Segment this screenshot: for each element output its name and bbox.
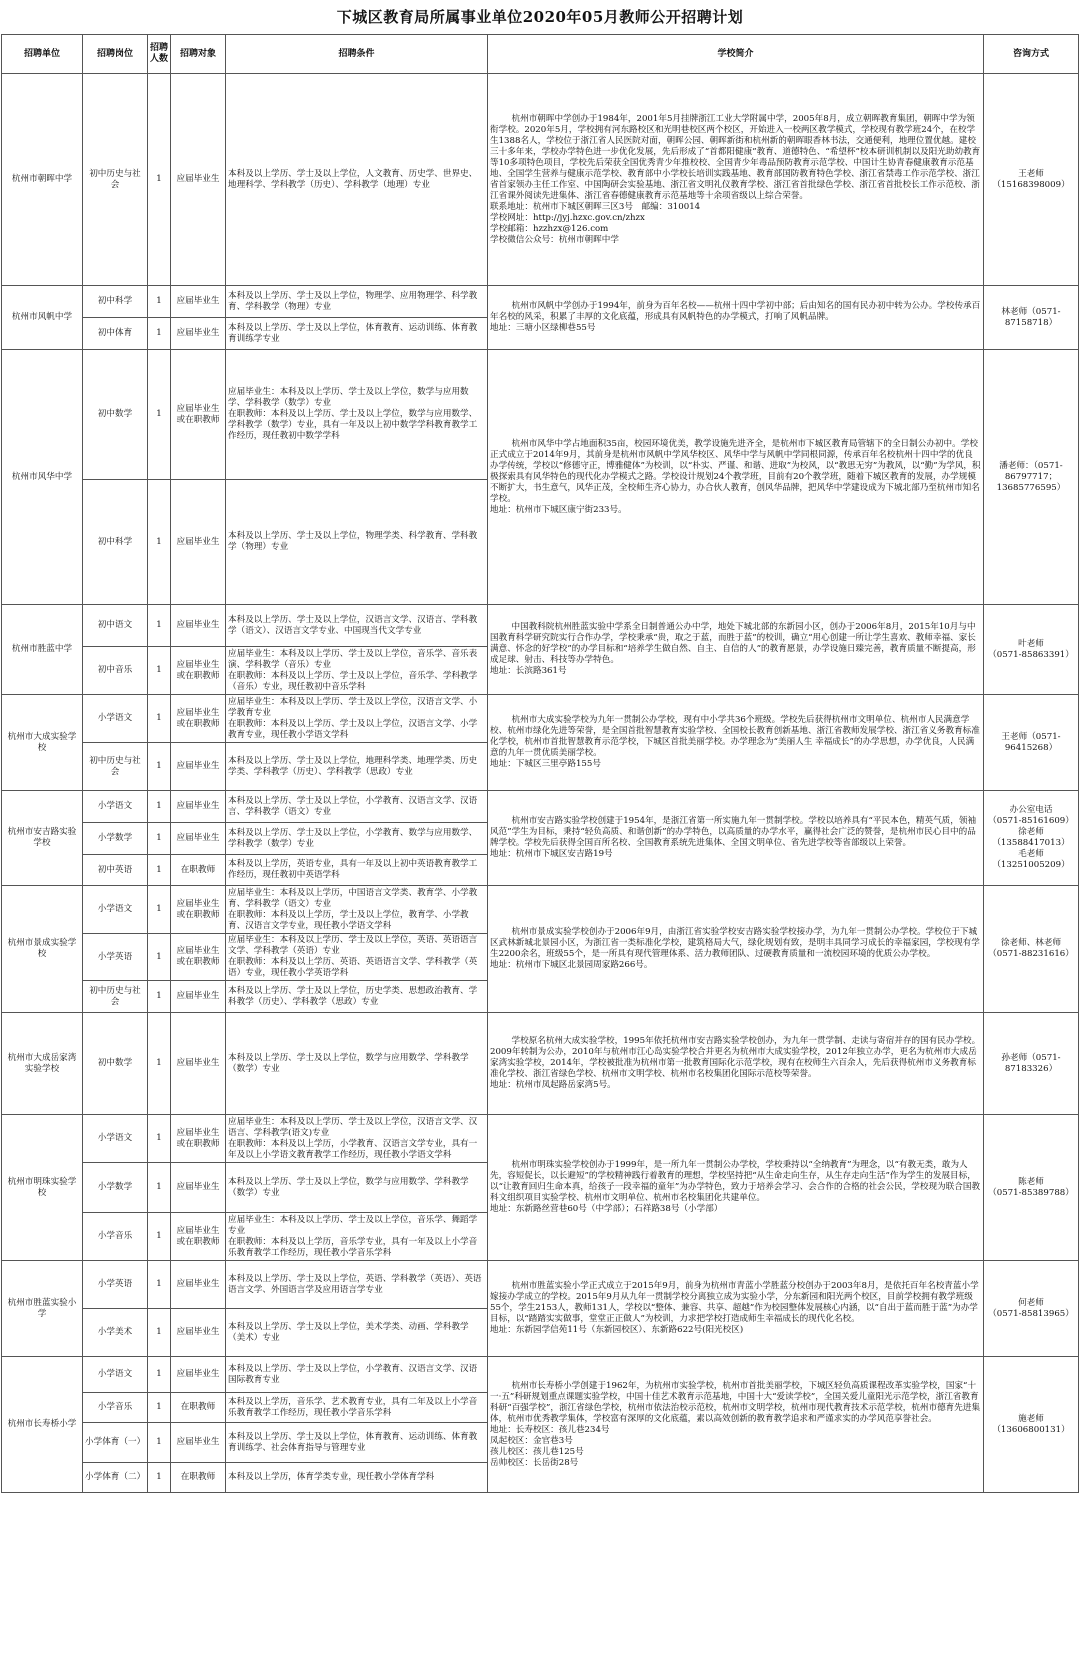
- table-row: [2, 1261, 1079, 1309]
- post-target: 应届毕业生或在职教师: [171, 934, 226, 981]
- contact-line: 办公室电话: [1009, 805, 1053, 815]
- header-contact: 咨询方式: [984, 35, 1079, 74]
- requirement-line: 在职教师：本科及以上学历，音乐学专业，具有一年及以上小学音乐教育教学工作经历，现任教小学音乐学科: [228, 1236, 478, 1258]
- post-name: 初中科学: [83, 286, 148, 318]
- post-requirements: [226, 1163, 488, 1213]
- post-count: 1: [148, 791, 171, 823]
- requirement-line: 本科及以上学历、学士及以上学位，体育教育、运动训练、体育教育训练学专业: [228, 322, 478, 344]
- post-requirements: [226, 791, 488, 823]
- post-target: 应届毕业生: [171, 1261, 226, 1309]
- requirement-line: 在职教师：本科及以上学历、学士及以上学位，汉语言文学、小学教育专业，现任教小学语文学科: [228, 718, 478, 740]
- post-target: 应届毕业生: [171, 286, 226, 318]
- post-count: 1: [148, 350, 171, 480]
- contact-line: （0571-85389788）: [988, 1187, 1074, 1198]
- post-name: 初中体育: [83, 318, 148, 350]
- intro-paragraph: 杭州市风帆中学创办于1994年，前身为百年名校——杭州十四中学初中部；后由知名的国有民办初中转为公办。学校传承百年名校的风采，积累了丰厚的文化底蕴，形成具有风帆特色的办学模式，打响了风帆品牌。: [490, 301, 981, 322]
- school-name: 杭州市景成实验学校: [2, 886, 83, 1013]
- school-intro: [488, 286, 984, 350]
- intro-detail-line: 地址：杭州市凤起路岳家湾5号。: [490, 1080, 616, 1090]
- post-count: 1: [148, 1463, 171, 1493]
- post-requirements: [226, 981, 488, 1013]
- school-intro: [488, 74, 984, 286]
- table-row: [2, 1013, 1079, 1115]
- school-intro: [488, 886, 984, 1013]
- school-intro: [488, 791, 984, 886]
- table-row: [2, 1115, 1079, 1163]
- post-name: 初中历史与社会: [83, 981, 148, 1013]
- requirement-line: 本科及以上学历、学士及以上学位，体育教育、运动训练、体育教育训练学、社会体育指导与管理专业: [228, 1431, 478, 1453]
- intro-paragraph: 杭州市胜蓝实验小学正式成立于2015年9月，前身为杭州市青蓝小学胜蓝分校创办于2003年8月，是依托百年名校青蓝小学嫁接办学成立的学校。2015年9月从九年一贯制学校分离独立成为实验小学，分东新园和阳光两个校区，目前学校拥有教学班级55个，学生2153人，教师131人，学校以“整体、兼容、共享、超越”作为校园整体发展核心内涵，以“自出于蓝而胜于蓝”为办学目标，以“踏踏实实做事，堂堂正正做人”为校训，力求把学校打造成师生幸福成长的现代化名校。: [490, 1281, 979, 1324]
- intro-paragraph: 学校原名杭州大成实验学校，1995年依托杭州市安吉路实验学校创办，为九年一贯学制、走读与寄宿并存的国有民办学校。2009年转制为公办，2010年与杭州市江心岛实验学校合并更名为杭州市大成实验学校，2012年独立办学，更名为杭州市大成岳家湾实验学校，2014年，学校被批准为杭州市第一批教育国际化示范学校，现有在校师生六百余人，先后获得杭州市义务教育标准化学校、浙江省绿色学校、杭州市文明学校、杭州市名校集团化国际示范校等荣誉。: [490, 1036, 981, 1079]
- requirement-line: 在职教师：本科及以上学历，小学教育、汉语言文学专业，具有一年及以上小学语文教育教学工作经历，现任教小学语文学科: [228, 1138, 478, 1160]
- post-name: 小学语文: [83, 695, 148, 743]
- post-name: 初中数学: [83, 1013, 148, 1115]
- contact-line: 陈老师: [1018, 1176, 1044, 1187]
- post-name: 小学体育（一）: [83, 1423, 148, 1463]
- intro-detail-line: 学校邮箱：hzzhzx@126.com: [490, 223, 609, 234]
- contact-line: （13588417013）: [992, 838, 1070, 848]
- requirement-line: 本科及以上学历，音乐学、艺术教育专业，具有二年及以上小学音乐教育教学工作经历，现任教小学音乐学科: [228, 1396, 478, 1418]
- post-name: 初中音乐: [83, 647, 148, 695]
- page-title: 下城区教育局所属事业单位2020年05月教师公开招聘计划: [336, 8, 744, 26]
- requirement-line: 在职教师：本科及以上学历、学士及以上学位，音乐学、学科教学（音乐）专业，现任教初中音乐学科: [228, 670, 478, 692]
- post-requirements: [226, 318, 488, 350]
- post-name: 小学美术: [83, 1309, 148, 1357]
- post-target: 应届毕业生: [171, 823, 226, 855]
- post-count: 1: [148, 605, 171, 647]
- post-name: 初中英语: [83, 855, 148, 886]
- requirement-line: 在职教师：本科及以上学历、英语、英语语言文学、学科教学（英语）专业，现任教小学英语学科: [228, 957, 478, 978]
- contact-info: [984, 886, 1079, 1013]
- post-name: 小学英语: [83, 1261, 148, 1309]
- school-name: 杭州市大成实验学校: [2, 695, 83, 791]
- requirement-line: 本科及以上学历、学士及以上学位，人文教育、历史学、世界史、地理科学、学科教学（历史）、学科教学（地理）专业: [228, 168, 478, 190]
- school-intro: [488, 1357, 984, 1493]
- post-name: 小学语文: [83, 1115, 148, 1163]
- intro-detail-line: 地址：三塘小区绿柳巷55号: [490, 323, 596, 333]
- post-target: 应届毕业生或在职教师: [171, 647, 226, 695]
- requirement-line: 本科及以上学历、学士及以上学位，汉语言文学、汉语言、学科教学（语文）、汉语言文学专业、中国现当代文学专业: [228, 614, 478, 636]
- requirement-line: 本科及以上学历、学士及以上学位，小学教育、汉语言文学、汉语国际教育专业: [228, 1363, 478, 1385]
- post-count: 1: [148, 981, 171, 1013]
- post-target: 应届毕业生: [171, 1163, 226, 1213]
- requirement-line: 本科及以上学历、学士及以上学位，英语、学科教学（英语）、英语语言文学、外国语言学及应用语言学专业: [228, 1273, 482, 1295]
- intro-paragraph: 杭州市大成实验学校为九年一贯制公办学校，现有中小学共36个班级。学校先后获得杭州市文明单位、杭州市人民满意学校、杭州市绿化先进等荣誉，是全国首批智慧教育实验学校、全国校长教育创新基地、浙江省教师发展学校、浙江省义务教育标准化学校，杭州市首批智慧教育示范学校，下城区首批美丽学校。办学理念为“美丽人生 幸福成长”的办学思想，办学优良，人民满意的九年一贯优质美丽学校。: [490, 715, 980, 758]
- contact-info: [984, 74, 1079, 286]
- school-intro: [488, 605, 984, 695]
- post-target: 应届毕业生: [171, 74, 226, 286]
- contact-line: （15168398009）: [992, 179, 1070, 190]
- post-requirements: [226, 886, 488, 934]
- intro-detail-line: 地址：下城区三里亭路155号: [490, 759, 601, 769]
- post-count: 1: [148, 74, 171, 286]
- post-name: 初中语文: [83, 605, 148, 647]
- contact-line: 孙老师（0571-87183326）: [1001, 1052, 1061, 1074]
- contact-info: [984, 286, 1079, 350]
- school-name: 杭州市大成岳家湾实验学校: [2, 1013, 83, 1115]
- contact-line: （0571-85161609）: [988, 816, 1074, 826]
- contact-info: [984, 350, 1079, 605]
- intro-detail-line: 地址：杭州市下城区北景园周家路266号。: [490, 960, 653, 970]
- post-target: 应届毕业生: [171, 743, 226, 791]
- intro-detail-line: 地址：长寿校区：孩儿巷234号: [490, 1424, 610, 1435]
- post-requirements: [226, 350, 488, 480]
- post-count: 1: [148, 855, 171, 886]
- post-requirements: [226, 1309, 488, 1357]
- school-name: 杭州市胜蓝中学: [2, 605, 83, 695]
- post-requirements: [226, 855, 488, 886]
- intro-paragraph: 中国教科院杭州胜蓝实验中学系全日制普通公办中学，地处下城北部的东新园小区，创办于2006年8月，2015年10月与中国教育科学研究院实行合作办学，学校秉承“贵，取之于蓝，而胜于蓝”的校训，确立“用心创建一所让学生喜欢、教师幸福、家长满意、怀念的好学校”的办学目标和“培养学生做自然、自主、自信的人”的教育愿景，办学设施日臻完善，教育质量不断提高，形成足球、射击、科技等办学特色。: [490, 622, 976, 665]
- contact-info: [984, 1261, 1079, 1357]
- contact-line: 施老师: [1018, 1413, 1044, 1424]
- post-target: 应届毕业生: [171, 791, 226, 823]
- requirement-line: 在职教师：本科及以上学历、学士及以上学位，数学与应用数学、学科教学（数学）专业，具有一年及以上初中数学学科教育教学工作经历，现任教初中数学学科: [228, 409, 478, 441]
- school-name: 杭州市长寿桥小学: [2, 1357, 83, 1493]
- intro-detail-line: 地址：长滨路361号: [490, 666, 567, 676]
- post-name: 小学语文: [83, 791, 148, 823]
- requirement-line: 本科及以上学历、学士及以上学位，美术学类、动画、学科教学（美术）专业: [228, 1321, 469, 1343]
- contact-line: （13251005209）: [992, 860, 1070, 870]
- post-target: 应届毕业生或在职教师: [171, 1115, 226, 1163]
- requirement-line: 应届毕业生：本科及以上学历、学士及以上学位，音乐学、舞蹈学专业: [228, 1214, 478, 1236]
- post-requirements: [226, 1393, 488, 1423]
- contact-line: （13606800131）: [992, 1424, 1070, 1435]
- requirement-line: 应届毕业生：本科及以上学历、学士及以上学位，汉语言文学、汉语言、学科教学(语文)专业: [228, 1116, 478, 1138]
- post-count: 1: [148, 286, 171, 318]
- contact-info: [984, 695, 1079, 791]
- post-target: 应届毕业生: [171, 1357, 226, 1393]
- contact-info: [984, 791, 1079, 886]
- requirement-line: 本科及以上学历、学士及以上学位，小学教育、汉语言文学、汉语言、学科教学（语文）专业: [228, 795, 478, 817]
- intro-paragraph: 杭州市安吉路实验学校创建于1954年，是浙江省第一所实施九年一贯制学校。学校以培养具有“平民本色，精英气质，领袖风范”学生为目标，秉持“轻负高质、和谐创新”的办学特色，以高质量的办学水平，赢得社会广泛的赞誉，是杭州市民心目中的品牌学校。学校先后获得全国百所名校、全国教育系统先进集体、全国文明单位、省先进学校等省部级以上荣誉。: [490, 816, 977, 848]
- intro-detail-line: 地址：东新路丝营巷60号（中学部）；石祥路38号（小学部）: [490, 1204, 723, 1214]
- school-intro: [488, 1261, 984, 1357]
- post-count: 1: [148, 480, 171, 605]
- post-requirements: [226, 1463, 488, 1493]
- table-row: [2, 886, 1079, 934]
- contact-line: 徐老师: [1018, 827, 1044, 837]
- requirement-line: 本科及以上学历，体育学类专业，现任教小学体育学科: [228, 1472, 435, 1482]
- requirement-line: 在职教师：本科及以上学历，学士及以上学位，教育学、小学教育、汉语言文学专业，现任教小学语文学科: [228, 909, 469, 931]
- post-name: 初中历史与社会: [83, 743, 148, 791]
- post-name: 小学体育（二）: [83, 1463, 148, 1493]
- post-name: 小学数学: [83, 823, 148, 855]
- table-row: [2, 695, 1079, 743]
- contact-line: 徐老师、林老师（0571-88231616）: [988, 938, 1074, 959]
- post-requirements: [226, 286, 488, 318]
- school-name: 杭州市朝晖中学: [2, 74, 83, 286]
- requirement-line: 本科及以上学历、学士及以上学位，数学与应用数学、学科教学（数学）专业: [228, 1176, 469, 1198]
- post-name: 小学语文: [83, 886, 148, 934]
- post-target: 应届毕业生: [171, 1013, 226, 1115]
- post-requirements: [226, 1357, 488, 1393]
- post-name: 初中数学: [83, 350, 148, 480]
- post-requirements: [226, 1115, 488, 1163]
- post-requirements: [226, 480, 488, 605]
- intro-detail-line: 学校微信公众号：杭州市朝晖中学: [490, 234, 619, 245]
- table-row: [2, 350, 1079, 480]
- school-name: 杭州市明珠实验学校: [2, 1115, 83, 1261]
- post-requirements: [226, 695, 488, 743]
- contact-line: （0571-85863391）: [988, 649, 1074, 660]
- requirement-line: 应届毕业生：本科及以上学历、学士及以上学位，英语、英语语言文学、学科教学（英语）专业: [228, 935, 478, 956]
- school-name: 杭州市风华中学: [2, 350, 83, 605]
- post-requirements: [226, 934, 488, 981]
- post-target: 应届毕业生或在职教师: [171, 350, 226, 480]
- post-requirements: [226, 743, 488, 791]
- post-count: 1: [148, 823, 171, 855]
- intro-detail-line: 岳帅校区：长岳街28号: [490, 1457, 579, 1468]
- post-count: 1: [148, 934, 171, 981]
- school-name: 杭州市安吉路实验学校: [2, 791, 83, 886]
- post-name: 初中历史与社会: [83, 74, 148, 286]
- requirement-line: 应届毕业生：本科及以上学历、学士及以上学位，音乐学、音乐表演、学科教学（音乐）专业: [228, 648, 478, 670]
- table-body: [2, 74, 1079, 1493]
- post-count: 1: [148, 318, 171, 350]
- contact-line: 王老师（0571-96415268）: [1001, 731, 1061, 753]
- contact-line: 叶老师: [1018, 638, 1044, 649]
- post-name: 小学音乐: [83, 1393, 148, 1423]
- intro-paragraph: 杭州市景成实验学校创办于2006年9月，由浙江省实验学校安吉路实验学校接办学，为九年一贯制公办学校。学校位于下城区武林新城北景园小区，为浙江省一类标准化学校，建筑格局大气，绿化规划有致，是明丰具同学习成长的幸福家园，学校现有学生2200余名，班级55个，是一所具有现代管理体系、活力教师团队、过硬教育质量和一流校园环境的优质公办学校。: [490, 927, 980, 959]
- post-count: 1: [148, 1357, 171, 1393]
- post-requirements: [226, 605, 488, 647]
- contact-line: 林老师（0571-87158718）: [1001, 306, 1061, 328]
- intro-paragraph: 杭州市明珠实验学校创办于1999年，是一所九年一贯制公办学校，学校秉持以“全纳教育”为理念，以“有教无类，敢为人先，容短促长，以长避短”的学校精神践行着教育的理想，学校坚持把“从生命走向生存，从生存走向生活”作为学生的发展目标，以“让教育回归生命本真，给孩子一段幸福的童年”为办学特色，致力于培养会学习、会合作的合格的社会公民，学校现为联合国教科文组织项目实验学校、杭州市文明单位、杭州市名校集团化共建单位。: [490, 1160, 981, 1203]
- post-requirements: [226, 1213, 488, 1261]
- requirement-line: 应届毕业生：本科及以上学历、学士及以上学位，数学与应用数学、学科教学（数学）专业: [228, 387, 469, 408]
- intro-detail-line: 地址：杭州市下城区康宁街233号。: [490, 504, 627, 515]
- contact-line: 毛老师: [1018, 849, 1044, 859]
- post-requirements: [226, 1261, 488, 1309]
- contact-info: [984, 1115, 1079, 1261]
- requirement-line: 应届毕业生：本科及以上学历、学士及以上学位，汉语言文学、小学教育专业: [228, 696, 478, 718]
- table-row: [2, 605, 1079, 647]
- header-count: 招聘人数: [148, 35, 171, 74]
- intro-detail-line: 地址：杭州市下城区安吉路19号: [490, 849, 613, 859]
- post-count: 1: [148, 1013, 171, 1115]
- header-unit: 招聘单位: [2, 35, 83, 74]
- post-count: 1: [148, 1213, 171, 1261]
- header-intro: 学校简介: [488, 35, 984, 74]
- post-count: 1: [148, 1309, 171, 1357]
- post-count: 1: [148, 647, 171, 695]
- table-row: [2, 286, 1079, 318]
- requirement-line: 本科及以上学历、学士及以上学位，地理科学类、地理学类、历史学类、学科教学（历史）、学科教学（思政）专业: [228, 755, 478, 777]
- post-count: 1: [148, 743, 171, 791]
- school-intro: [488, 350, 984, 605]
- contact-line: 王老师: [1018, 168, 1044, 179]
- intro-paragraph: 杭州市长寿桥小学创建于1962年，为杭州市实验学校，杭州市首批美丽学校，下城区轻负高质课程改革实验学校，国家“十一·五”科研规划重点课题实验学校，中国十佳艺术教育示范基地，中国十大“爱读学校”，全国关爱儿童阳光示范学校，浙江省教育科研“百强学校”，浙江省绿色学校，杭州市依法治校示范校，杭州市文明学校，杭州市现代教育技术示范学校，杭州市德育先进集体，杭州市优秀教学集体，学校富有深厚的文化底蕴，素以高效创新的教育教学追求和严谨求实的办学风范享誉社会。: [490, 1380, 981, 1424]
- post-count: 1: [148, 695, 171, 743]
- post-target: 在职教师: [171, 855, 226, 886]
- post-target: 应届毕业生: [171, 1309, 226, 1357]
- post-target: 应届毕业生: [171, 605, 226, 647]
- contact-info: [984, 1013, 1079, 1115]
- recruitment-table: [1, 34, 1079, 1493]
- post-target: 应届毕业生: [171, 1423, 226, 1463]
- post-count: 1: [148, 1261, 171, 1309]
- post-count: 1: [148, 1163, 171, 1213]
- intro-detail-line: 凤起校区：金官巷3号: [490, 1435, 573, 1446]
- post-target: 应届毕业生或在职教师: [171, 886, 226, 934]
- intro-detail-line: 学校网址：http://jyj.hzxc.gov.cn/zhzx: [490, 212, 645, 223]
- post-requirements: [226, 823, 488, 855]
- requirement-line: 应届毕业生：本科及以上学历，中国语言文学类、教育学、小学教育、学科教学（语文）专业: [228, 887, 478, 909]
- post-name: 小学音乐: [83, 1213, 148, 1261]
- table-row: [2, 791, 1079, 823]
- school-name: 杭州市胜蓝实验小学: [2, 1261, 83, 1357]
- intro-paragraph: 杭州市朝晖中学创办于1984年，2001年5月挂牌浙江工业大学附属中学，2005年8月，成立朝晖教育集团，朝晖中学为领衔学校。2020年5月，学校拥有河东路校区和光明巷校区两个校区，开始进入一校两区教学模式，学校现有教学班24个，在校学生1388名人，学校位于浙江省人民医院对面，朝晖公园、朝晖新街和杭州新的朝晖眼香林书法，交通便利，地理位置优越。建校三十多年来，学校办学特色进一步优化发展，先后形成了“首都阳健康”教育、道德特色、“希望杯”校本研训机制以及阳光助幼教育等10多项特色项目，学校先后荣获全国优秀青少年推校校、全国青少年毒品预防教育示范学校、中国计生协青春健康教育示范基地、全国学生营养与健康示范学校、教育部中小学校长培训实践基地、教育部国防教育特色学校、浙江省禁毒工作示范学校、浙江省首家领办主任工作室、中国陶研会实验基地、浙江省文明礼仪教育学校、浙江省首批绿色学校、浙江省首批校长工作示范校、浙江省课外阅读先进集体、浙江省春德健康教育示范基地等十余项省级以上综合荣誉。: [490, 113, 981, 201]
- contact-line: 潘老师：（0571-86797717；13685776595）: [996, 460, 1066, 493]
- post-target: 应届毕业生或在职教师: [171, 1213, 226, 1261]
- post-name: 小学英语: [83, 934, 148, 981]
- requirement-line: 本科及以上学历、学士及以上学位，数学与应用数学、学科教学（数学）专业: [228, 1052, 469, 1074]
- post-requirements: [226, 74, 488, 286]
- header-target: 招聘对象: [171, 35, 226, 74]
- contact-line: （0571-85813965）: [988, 1308, 1074, 1319]
- post-target: 在职教师: [171, 1393, 226, 1423]
- requirement-line: 本科及以上学历、学士及以上学位，小学教育、数学与应用数学、学科教学（数学）专业: [228, 827, 478, 849]
- post-target: 在职教师: [171, 1463, 226, 1493]
- school-intro: [488, 1115, 984, 1261]
- intro-detail-line: 联系地址：杭州市下城区朝晖三区3号 邮编：310014: [490, 201, 701, 212]
- post-target: 应届毕业生或在职教师: [171, 695, 226, 743]
- post-target: 应届毕业生: [171, 480, 226, 605]
- post-requirements: [226, 1013, 488, 1115]
- post-name: 小学语文: [83, 1357, 148, 1393]
- contact-info: [984, 605, 1079, 695]
- contact-line: 何老师: [1018, 1297, 1044, 1308]
- header-requirements: 招聘条件: [226, 35, 488, 74]
- post-count: 1: [148, 1393, 171, 1423]
- post-count: 1: [148, 1115, 171, 1163]
- post-count: 1: [148, 1423, 171, 1463]
- post-name: 初中科学: [83, 480, 148, 605]
- table-row: [2, 1357, 1079, 1393]
- contact-info: [984, 1357, 1079, 1493]
- post-target: 应届毕业生: [171, 318, 226, 350]
- requirement-line: 本科及以上学历，英语专业，具有一年及以上初中英语教育教学工作经历，现任教初中英语学科: [228, 859, 478, 880]
- table-row: [2, 74, 1079, 286]
- requirement-line: 本科及以上学历、学士及以上学位，物理学类、科学教育、学科教学（物理）专业: [228, 531, 478, 552]
- intro-paragraph: 杭州市风华中学占地面积35亩，校园环境优美，教学设施先进齐全，是杭州市下城区教育局管辖下的全日制公办初中。学校正式成立于2014年9月，其前身是杭州市风帆中学风华校区、风华中学与风帆中学同根同源，传承百年名校杭州十四中学的优良办学传统，学校以“修德守正，博雅健体”为校训，以“朴实、严谨、和谐、进取”为校风，以“教思无穷”为教风，以“勤”为学风，积极探索具有风华特色的现代化办学模式之路。学校设计规划24个教学班，目前有20个教学班，随着下城区教育的发展，办学规模不断扩大，书生意气，风华正茂，全校师生齐心协力，办合伙人教育，创风华品牌，把风华中学建设成为下城北部乃至杭州市知名学校。: [490, 438, 981, 504]
- post-requirements: [226, 647, 488, 695]
- table-header-row: [2, 35, 1079, 74]
- school-intro: [488, 1013, 984, 1115]
- school-intro: [488, 695, 984, 791]
- intro-detail-line: 地址：东新园学信苑11号（东新园校区）、东新路622号(阳光校区): [490, 1325, 744, 1335]
- post-target: 应届毕业生: [171, 981, 226, 1013]
- school-name: 杭州市风帆中学: [2, 286, 83, 350]
- intro-detail-line: 孩儿校区：孩儿巷125号: [490, 1446, 584, 1457]
- post-count: 1: [148, 886, 171, 934]
- header-post: 招聘岗位: [83, 35, 148, 74]
- requirement-line: 本科及以上学历、学士及以上学位，历史学类、思想政治教育、学科教学（历史）、学科教学（思政）专业: [228, 985, 478, 1007]
- post-name: 小学数学: [83, 1163, 148, 1213]
- requirement-line: 本科及以上学历、学士及以上学位，物理学、应用物理学、科学教育、学科教学（物理）专业: [228, 290, 478, 312]
- post-requirements: [226, 1423, 488, 1463]
